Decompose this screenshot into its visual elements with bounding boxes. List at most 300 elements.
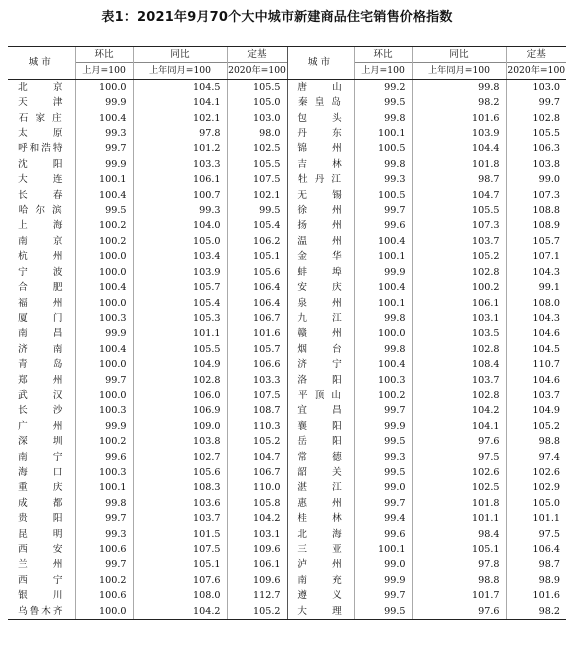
mom-value: 99.8 (75, 496, 133, 511)
yoy-value: 97.8 (412, 557, 506, 572)
mom-value: 99.8 (354, 157, 412, 172)
mom-value: 99.7 (75, 373, 133, 388)
city-name: 秦 皇 岛 (287, 95, 354, 110)
yoy-value: 105.0 (133, 234, 227, 249)
base-value: 106.4 (506, 542, 566, 557)
base-value: 98.8 (506, 434, 566, 449)
yoy-value: 99.8 (412, 79, 506, 95)
city-column-header: 城市 (8, 47, 75, 80)
table-row (8, 95, 566, 110)
mom-value: 99.9 (354, 419, 412, 434)
mom-value: 99.3 (75, 527, 133, 542)
city-name: 沈 阳 (18, 158, 65, 170)
yoy-value: 102.1 (133, 111, 227, 126)
yoy-value: 103.9 (133, 265, 227, 280)
mom-value: 100.1 (75, 172, 133, 187)
base-base-label: 2020年=100 (227, 63, 287, 79)
table-row (8, 480, 566, 495)
mom-value: 100.2 (75, 218, 133, 233)
base-value: 107.5 (227, 388, 287, 403)
city-name: 南 昌 (18, 328, 65, 340)
table-row (8, 542, 566, 557)
city-name: 福 州 (18, 297, 65, 309)
base-value: 104.5 (506, 342, 566, 357)
mom-value: 99.6 (354, 218, 412, 233)
mom-value: 99.9 (75, 419, 133, 434)
base-value: 104.2 (227, 511, 287, 526)
mom-value: 100.1 (354, 542, 412, 557)
yoy-value: 100.2 (412, 280, 506, 295)
yoy-value: 105.7 (133, 280, 227, 295)
mom-value: 100.2 (75, 434, 133, 449)
yoy-value: 108.3 (133, 480, 227, 495)
yoy-value: 102.7 (133, 450, 227, 465)
city-name: 蚌 埠 (287, 265, 354, 280)
city-column-header: 城市 (287, 47, 354, 80)
city-name: 岳 阳 (287, 434, 354, 449)
yoy-value: 104.0 (133, 218, 227, 233)
city-name: 合 肥 (18, 282, 65, 294)
base-value: 110.3 (227, 419, 287, 434)
yoy-value: 103.9 (412, 126, 506, 141)
mom-value: 100.3 (75, 311, 133, 326)
base-value: 107.1 (506, 249, 566, 264)
yoy-value: 97.8 (133, 126, 227, 141)
city-name: 宁 波 (18, 266, 65, 278)
yoy-value: 102.8 (412, 388, 506, 403)
mom-value: 100.0 (75, 388, 133, 403)
city-name: 南 京 (18, 235, 65, 247)
base-value: 103.3 (227, 373, 287, 388)
city-name: 天 津 (18, 97, 65, 109)
city-name: 海 口 (18, 466, 65, 478)
city-name: 青 岛 (18, 359, 65, 371)
table-row (8, 326, 566, 341)
city-name: 银 川 (18, 590, 65, 602)
city-name: 太 原 (18, 128, 65, 140)
yoy-value: 102.8 (133, 373, 227, 388)
city-name: 安 庆 (287, 280, 354, 295)
base-value: 106.7 (227, 311, 287, 326)
mom-value: 100.6 (75, 588, 133, 603)
table-row (8, 557, 566, 572)
base-value: 105.5 (506, 126, 566, 141)
city-name: 湛 江 (287, 480, 354, 495)
city-name: 西 宁 (18, 574, 65, 586)
yoy-value: 106.0 (133, 388, 227, 403)
city-name: 大 理 (287, 604, 354, 620)
city-name: 哈 尔 滨 (18, 205, 64, 217)
mom-base-label: 上月=100 (75, 63, 133, 79)
table-row (8, 79, 566, 95)
base-value: 103.0 (227, 111, 287, 126)
yoy-value: 103.7 (412, 234, 506, 249)
base-value: 108.0 (506, 296, 566, 311)
yoy-value: 101.2 (133, 141, 227, 156)
mom-value: 100.0 (354, 326, 412, 341)
yoy-value: 108.4 (412, 357, 506, 372)
mom-value: 99.7 (354, 403, 412, 418)
yoy-value: 104.9 (133, 357, 227, 372)
base-value: 105.6 (227, 265, 287, 280)
base-group-header: 定基 (227, 47, 287, 63)
mom-value: 99.7 (354, 588, 412, 603)
base-value: 99.7 (506, 95, 566, 110)
mom-value: 100.0 (75, 249, 133, 264)
yoy-value: 103.7 (133, 511, 227, 526)
base-value: 105.4 (227, 218, 287, 233)
mom-value: 99.4 (354, 511, 412, 526)
table-row (8, 126, 566, 141)
city-name: 徐 州 (287, 203, 354, 218)
yoy-value: 108.0 (133, 588, 227, 603)
base-value: 105.2 (227, 434, 287, 449)
yoy-value: 97.5 (412, 450, 506, 465)
city-name: 南 宁 (18, 451, 65, 463)
yoy-value: 105.3 (133, 311, 227, 326)
yoy-value: 109.0 (133, 419, 227, 434)
city-name: 深 圳 (18, 436, 65, 448)
base-value: 105.1 (227, 249, 287, 264)
mom-value: 99.9 (354, 265, 412, 280)
table-body (8, 79, 566, 619)
base-value: 105.2 (227, 604, 287, 620)
base-value: 112.7 (227, 588, 287, 603)
yoy-value: 104.2 (412, 403, 506, 418)
mom-value: 100.3 (354, 373, 412, 388)
mom-value: 99.5 (354, 95, 412, 110)
base-value: 110.7 (506, 357, 566, 372)
city-name: 泉 州 (287, 296, 354, 311)
city-name: 襄 阳 (287, 419, 354, 434)
city-name: 包 头 (287, 111, 354, 126)
city-name: 洛 阳 (287, 373, 354, 388)
mom-group-header: 环比 (354, 47, 412, 63)
base-value: 98.9 (506, 573, 566, 588)
base-group-header: 定基 (506, 47, 566, 63)
base-value: 106.4 (227, 296, 287, 311)
table-row (8, 249, 566, 264)
city-name: 贵 阳 (18, 513, 65, 525)
mom-value: 100.0 (75, 265, 133, 280)
table-row (8, 234, 566, 249)
yoy-value: 104.7 (412, 188, 506, 203)
table-row (8, 141, 566, 156)
yoy-value: 103.7 (412, 373, 506, 388)
base-value: 101.6 (506, 588, 566, 603)
city-name: 遵 义 (287, 588, 354, 603)
mom-value: 100.4 (354, 234, 412, 249)
mom-value: 100.1 (75, 480, 133, 495)
city-name: 兰 州 (18, 559, 65, 571)
yoy-group-header: 同比 (412, 47, 506, 63)
yoy-value: 97.6 (412, 434, 506, 449)
base-value: 98.7 (506, 557, 566, 572)
mom-value: 100.0 (75, 357, 133, 372)
yoy-value: 104.5 (133, 79, 227, 95)
mom-value: 99.5 (75, 203, 133, 218)
table-title: 表1：2021年9月70个大中城市新建商品住宅销售价格指数 (101, 10, 453, 25)
mom-value: 99.7 (75, 511, 133, 526)
mom-value: 99.9 (75, 95, 133, 110)
mom-value: 99.6 (75, 450, 133, 465)
mom-value: 99.7 (75, 141, 133, 156)
mom-value: 100.3 (75, 465, 133, 480)
table-row (8, 604, 566, 620)
yoy-value: 103.4 (133, 249, 227, 264)
city-name: 韶 关 (287, 465, 354, 480)
base-value: 102.5 (227, 141, 287, 156)
mom-value: 100.1 (354, 296, 412, 311)
base-value: 107.3 (506, 188, 566, 203)
city-name: 锦 州 (287, 141, 354, 156)
city-name: 呼和浩特 (18, 143, 65, 155)
base-value: 104.3 (506, 311, 566, 326)
city-name: 杭 州 (18, 251, 65, 263)
city-name: 烟 台 (287, 342, 354, 357)
yoy-value: 97.6 (412, 604, 506, 620)
base-value: 104.3 (506, 265, 566, 280)
base-value: 105.0 (227, 95, 287, 110)
mom-value: 100.0 (75, 604, 133, 620)
mom-value: 99.8 (354, 342, 412, 357)
mom-value: 100.4 (75, 188, 133, 203)
base-value: 103.7 (506, 388, 566, 403)
yoy-value: 102.5 (412, 480, 506, 495)
yoy-value: 107.6 (133, 573, 227, 588)
city-name: 惠 州 (287, 496, 354, 511)
yoy-value: 98.2 (412, 95, 506, 110)
mom-value: 99.0 (354, 480, 412, 495)
city-name: 厦 门 (18, 312, 65, 324)
city-name: 济 宁 (287, 357, 354, 372)
city-name: 桂 林 (287, 511, 354, 526)
base-value: 102.9 (506, 480, 566, 495)
city-name: 三 亚 (287, 542, 354, 557)
base-value: 104.9 (506, 403, 566, 418)
mom-group-header: 环比 (75, 47, 133, 63)
base-base-label: 2020年=100 (506, 63, 566, 79)
table-row (8, 218, 566, 233)
mom-value: 99.9 (75, 326, 133, 341)
mom-value: 100.0 (75, 296, 133, 311)
city-name: 泸 州 (287, 557, 354, 572)
yoy-base-label: 上年同月=100 (133, 63, 227, 79)
mom-value: 100.6 (75, 542, 133, 557)
city-name: 宜 昌 (287, 403, 354, 418)
table-row (8, 342, 566, 357)
base-value: 99.1 (506, 280, 566, 295)
mom-value: 99.6 (354, 527, 412, 542)
yoy-value: 106.1 (133, 172, 227, 187)
base-value: 101.1 (506, 511, 566, 526)
mom-value: 99.5 (354, 465, 412, 480)
city-name: 无 锡 (287, 188, 354, 203)
yoy-value: 103.5 (412, 326, 506, 341)
base-value: 106.2 (227, 234, 287, 249)
mom-value: 100.3 (75, 403, 133, 418)
table-row (8, 419, 566, 434)
yoy-base-label: 上年同月=100 (412, 63, 506, 79)
city-name: 上 海 (18, 220, 65, 232)
city-name: 吉 林 (287, 157, 354, 172)
table-row (8, 588, 566, 603)
mom-value: 99.0 (354, 557, 412, 572)
yoy-value: 105.4 (133, 296, 227, 311)
yoy-value: 99.3 (133, 203, 227, 218)
yoy-value: 100.7 (133, 188, 227, 203)
city-name: 赣 州 (287, 326, 354, 341)
base-value: 99.5 (227, 203, 287, 218)
city-name: 昆 明 (18, 528, 65, 540)
mom-value: 100.4 (354, 280, 412, 295)
yoy-value: 102.8 (412, 265, 506, 280)
yoy-group-header: 同比 (133, 47, 227, 63)
city-name: 温 州 (287, 234, 354, 249)
mom-value: 100.1 (354, 126, 412, 141)
yoy-value: 106.1 (412, 296, 506, 311)
mom-value: 99.3 (354, 172, 412, 187)
base-value: 105.8 (227, 496, 287, 511)
table-row (8, 280, 566, 295)
yoy-value: 98.4 (412, 527, 506, 542)
city-name: 长 春 (18, 189, 65, 201)
mom-value: 99.3 (75, 126, 133, 141)
mom-value: 100.4 (75, 342, 133, 357)
city-name: 北 京 (18, 81, 65, 93)
base-value: 98.0 (227, 126, 287, 141)
yoy-value: 104.4 (412, 141, 506, 156)
base-value: 102.8 (506, 111, 566, 126)
mom-value: 100.2 (354, 388, 412, 403)
city-name: 石 家 庄 (18, 112, 64, 124)
mom-value: 99.9 (75, 157, 133, 172)
city-name: 乌鲁木齐 (8, 604, 75, 620)
table-row (8, 203, 566, 218)
yoy-value: 103.6 (133, 496, 227, 511)
mom-value: 99.8 (354, 311, 412, 326)
table-row (8, 296, 566, 311)
yoy-value: 103.3 (133, 157, 227, 172)
mom-value: 99.5 (354, 604, 412, 620)
yoy-value: 105.2 (412, 249, 506, 264)
mom-value: 100.5 (354, 188, 412, 203)
yoy-value: 98.7 (412, 172, 506, 187)
yoy-value: 106.9 (133, 403, 227, 418)
city-name: 牡 丹 江 (287, 172, 354, 187)
base-value: 104.6 (506, 326, 566, 341)
mom-value: 100.0 (75, 79, 133, 95)
mom-value: 99.7 (354, 203, 412, 218)
city-name: 长 沙 (18, 405, 65, 417)
mom-value: 100.2 (75, 234, 133, 249)
city-name: 九 江 (287, 311, 354, 326)
table-row (8, 188, 566, 203)
base-value: 105.2 (506, 419, 566, 434)
base-value: 102.1 (227, 188, 287, 203)
table-row (8, 434, 566, 449)
base-value: 108.9 (506, 218, 566, 233)
yoy-value: 101.1 (412, 511, 506, 526)
mom-value: 100.2 (75, 573, 133, 588)
yoy-value: 105.1 (412, 542, 506, 557)
yoy-value: 104.2 (133, 604, 227, 620)
table-row (8, 388, 566, 403)
city-name: 成 都 (18, 497, 65, 509)
base-value: 106.6 (227, 357, 287, 372)
table-row (8, 450, 566, 465)
table-row (8, 111, 566, 126)
mom-value: 100.4 (75, 111, 133, 126)
mom-value: 99.7 (354, 496, 412, 511)
city-name: 重 庆 (18, 482, 65, 494)
base-value: 109.6 (227, 573, 287, 588)
city-name: 平 顶 山 (287, 388, 354, 403)
city-name: 常 德 (287, 450, 354, 465)
base-value: 103.8 (506, 157, 566, 172)
mom-value: 99.9 (354, 573, 412, 588)
city-name: 西 安 (18, 544, 65, 555)
yoy-value: 102.8 (412, 342, 506, 357)
yoy-value: 107.5 (133, 542, 227, 557)
yoy-value: 107.3 (412, 218, 506, 233)
yoy-value: 105.5 (133, 342, 227, 357)
yoy-value: 102.6 (412, 465, 506, 480)
mom-value: 100.4 (354, 357, 412, 372)
base-value: 105.7 (506, 234, 566, 249)
base-value: 97.4 (506, 450, 566, 465)
yoy-value: 103.8 (133, 434, 227, 449)
yoy-value: 105.6 (133, 465, 227, 480)
base-value: 104.7 (227, 450, 287, 465)
base-value: 105.7 (227, 342, 287, 357)
yoy-value: 101.6 (412, 111, 506, 126)
city-name: 丹 东 (287, 126, 354, 141)
base-value: 109.6 (227, 542, 287, 557)
yoy-value: 101.8 (412, 157, 506, 172)
table-row (8, 511, 566, 526)
city-name: 大 连 (18, 174, 65, 186)
base-value: 102.6 (506, 465, 566, 480)
table-row (8, 265, 566, 280)
base-value: 110.0 (227, 480, 287, 495)
mom-value: 99.2 (354, 79, 412, 95)
city-name: 扬 州 (287, 218, 354, 233)
city-name: 济 南 (18, 343, 65, 355)
mom-value: 99.5 (354, 434, 412, 449)
city-name: 广 州 (18, 420, 65, 432)
city-name: 武 汉 (18, 389, 65, 401)
mom-value: 100.1 (354, 249, 412, 264)
yoy-value: 98.8 (412, 573, 506, 588)
mom-value: 99.7 (75, 557, 133, 572)
base-value: 97.5 (506, 527, 566, 542)
base-value: 98.2 (506, 604, 566, 620)
mom-value: 99.3 (354, 450, 412, 465)
base-value: 106.3 (506, 141, 566, 156)
mom-value: 100.4 (75, 280, 133, 295)
table-row (8, 496, 566, 511)
yoy-value: 104.1 (412, 419, 506, 434)
table-row (8, 573, 566, 588)
yoy-value: 105.5 (412, 203, 506, 218)
table-row (8, 527, 566, 542)
base-value: 105.5 (227, 157, 287, 172)
table-row (8, 465, 566, 480)
header-row-groups (8, 47, 566, 63)
base-value: 101.6 (227, 326, 287, 341)
city-name: 郑 州 (18, 374, 65, 386)
